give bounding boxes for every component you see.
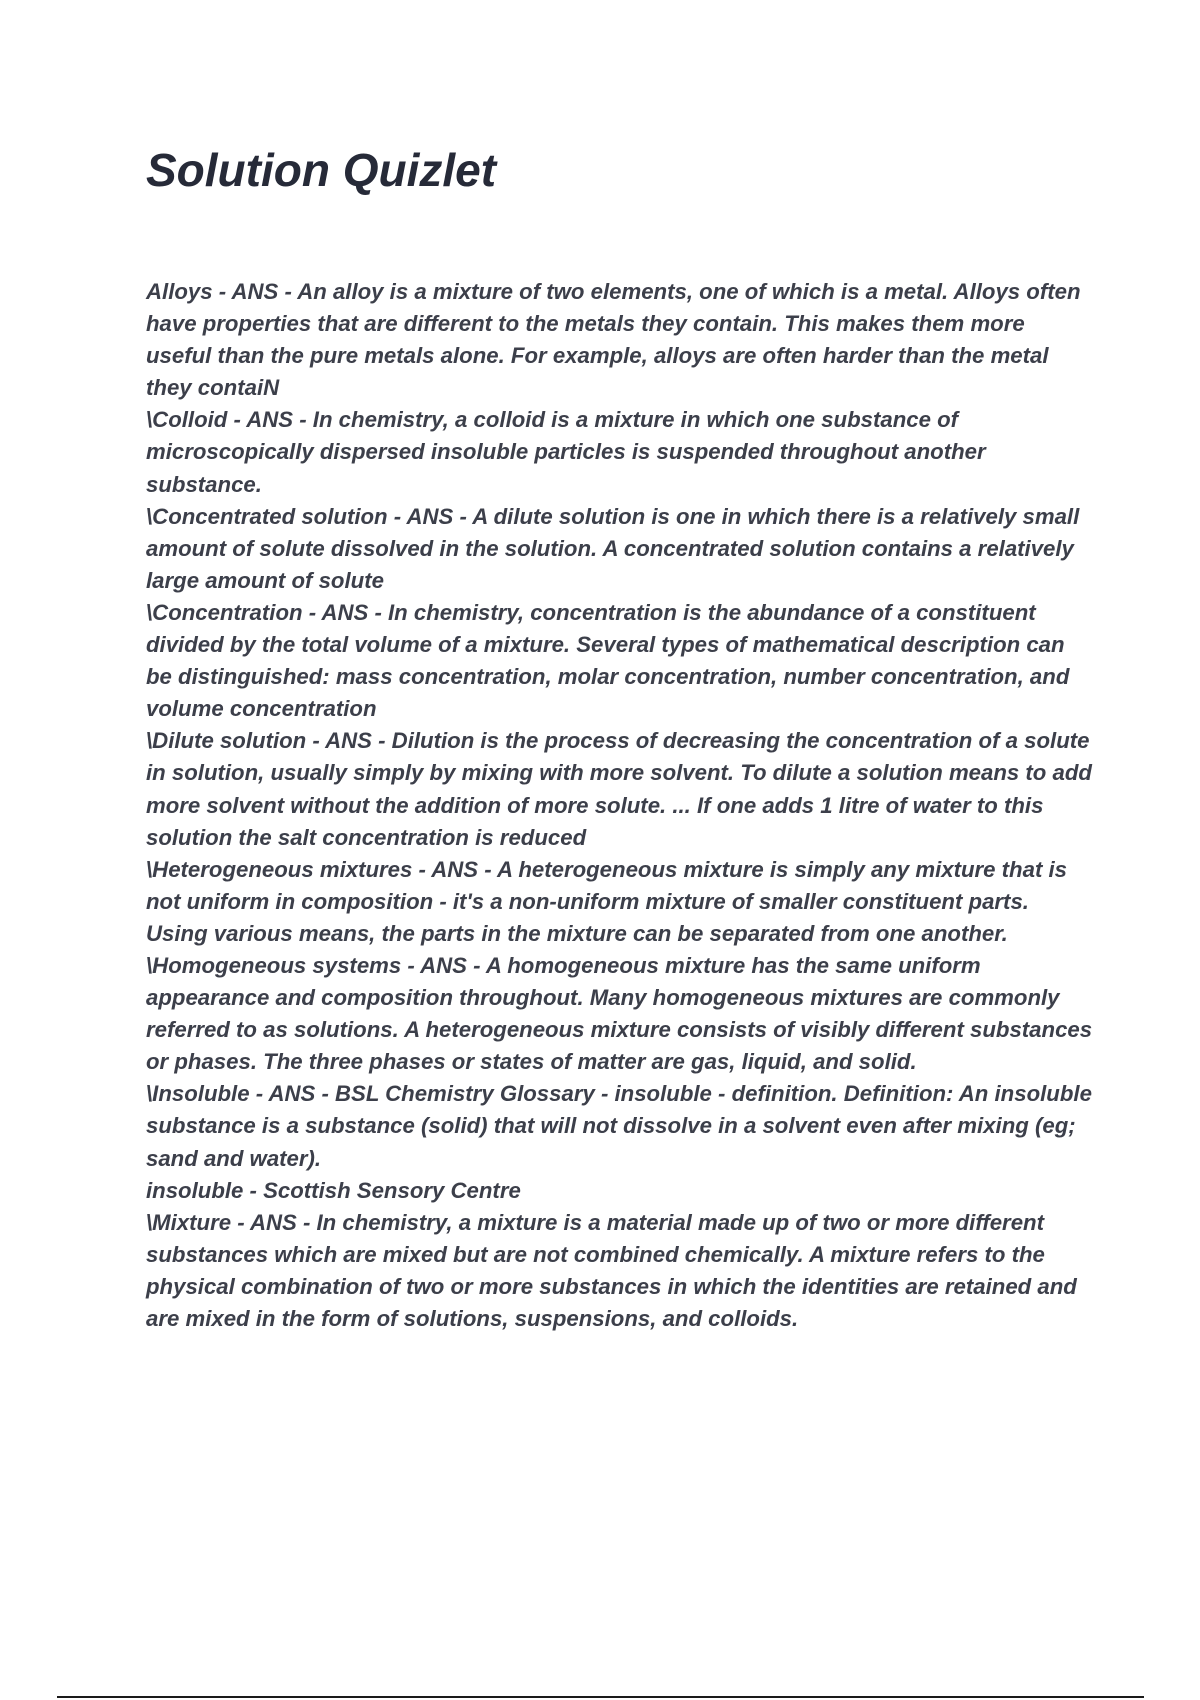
glossary-entry-mixture: \Mixture - ANS - In chemistry, a mixture is a material made up of two or more different substances which are mixed but are not combined chemically. A mixture refers to the physical combination of two or more substances in which the identities are retained and are mixed in the form of solutions, suspensions, and colloids. (146, 1209, 1077, 1331)
document-title: Solution Quizlet (146, 144, 497, 196)
glossary-entry-heterogeneous-mixtures: \Heterogeneous mixtures - ANS - A heterogeneous mixture is simply any mixture that is not uniform in composition - it's a non-uniform mixture of smaller constituent parts. Using various means, the parts in the mixture can be separated from one another. (146, 856, 1068, 946)
glossary-body (146, 276, 1096, 1335)
glossary-entry-concentrated-solution: \Concentrated solution - ANS - A dilute solution is one in which there is a relatively small amount of solute dissolved in the solution. A concentrated solution contains a relatively large amount of solute (146, 503, 1080, 593)
glossary-entry-homogeneous-systems: \Homogeneous systems - ANS - A homogeneous mixture has the same uniform appearance and composition throughout. Many homogeneous mixtures are commonly referred to as solutions. A heterogeneous mixture consists of visibly different substances or phases. The three phases or states of matter are gas, liquid, and solid. (146, 952, 1093, 1075)
glossary-entry-insoluble: \Insoluble - ANS - BSL Chemistry Glossary - insoluble - definition. Definition: An insoluble substance is a substance (solid) that will not dissolve in a solvent even after mixing (eg; sand and water). (146, 1081, 1092, 1171)
glossary-entry-colloid: \Colloid - ANS - In chemistry, a colloid is a mixture in which one substance of microscopically dispersed insoluble particles is suspended throughout another substance. (146, 407, 986, 497)
glossary-entry-dilute-solution: \Dilute solution - ANS - Dilution is the process of decreasing the concentration of a solute in solution, usually simply by mixing with more solvent. To dilute a solution means to add more solvent without the addition of more solute. ... If one adds 1 litre of water to this solution the salt concentration is reduced (146, 728, 1092, 850)
glossary-entry-concentration: \Concentration - ANS - In chemistry, concentration is the abundance of a constituent divided by the total volume of a mixture. Several types of mathematical description can be distinguished: mass concentration, molar concentration, number concentration, and volume concentration (146, 599, 1070, 722)
glossary-entry-insoluble-source: insoluble - Scottish Sensory Centre (146, 1177, 521, 1203)
glossary-entry-alloys: Alloys - ANS - An alloy is a mixture of two elements, one of which is a metal. Alloys often have properties that are different to the metals they contain. This makes them more useful than the pure metals alone. For example, alloys are often harder than the metal they contaiN (146, 279, 1081, 401)
footer-divider (57, 1696, 1144, 1698)
